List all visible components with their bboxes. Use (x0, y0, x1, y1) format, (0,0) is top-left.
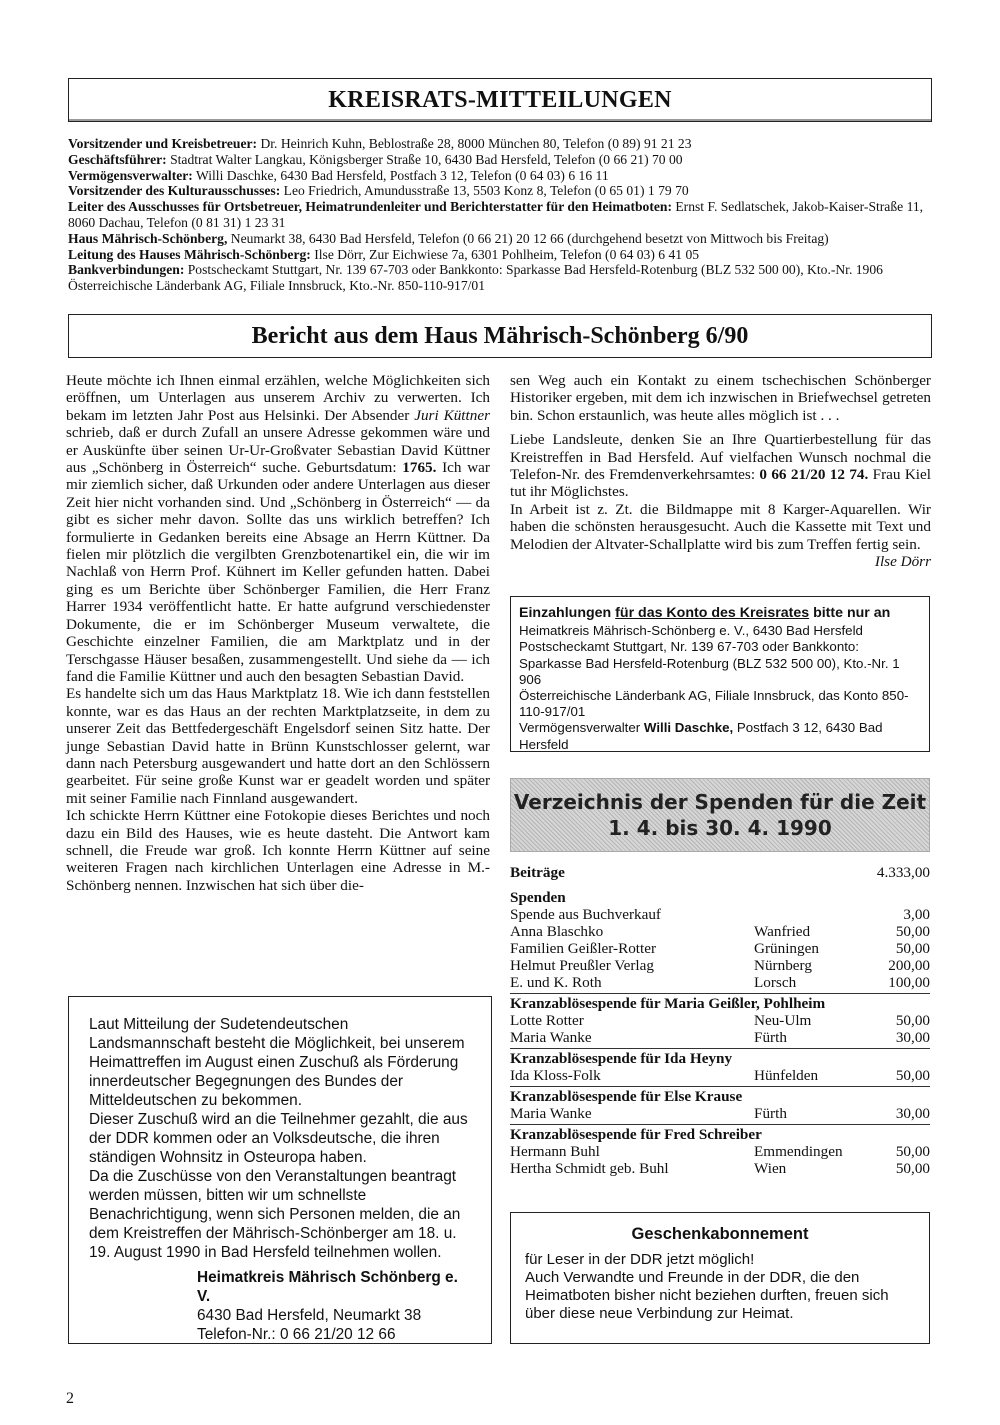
contact-list (68, 136, 934, 294)
contact-line: Vermögensverwalter: Willi Daschke, 6430 Bad Hersfeld, Postfach 3 12, Telefon (0 64 03) 6 16 11 (68, 167, 609, 183)
spenden-amount: 50,00 (895, 1067, 930, 1084)
spenden-row (510, 957, 930, 974)
contact-line: Vorsitzender des Kulturausschusses: Leo Friedrich, Amundusstraße 13, 5503 Konz 8, Telefon (0 65 01) 1 79 70 (68, 183, 689, 199)
geschenkabo-line: Auch Verwandte und Freunde in der DDR, die den Heimatboten bisher nicht beziehen durften, freuen sich über diese neue Verbindung zur Heimat. (525, 1269, 889, 1322)
ddr-paragraph: Laut Mitteilung der Sudetendeutschen Landsmannschaft besteht die Möglichkeit, bei unserem Heimattreffen im August einen Zuschuß als Förderung innerdeutscher Begegnungen des Bundes der Mitteldeutschen zu bekommen. (89, 1016, 465, 1109)
spenden-name: Familien Geißler-Rotter (510, 940, 657, 957)
spenden-amount: 50,00 (895, 1012, 930, 1029)
spenden-row (510, 940, 930, 957)
konto-title: Einzahlungen für das Konto des Kreisrates bitte nur an (519, 605, 891, 621)
spenden-place: Neu-Ulm (754, 1012, 812, 1029)
contact-line: Leitung des Hauses Mährisch-Schönberg: Ilse Dörr, Zur Eichwiese 7a, 6301 Pohlheim, Telefon (0 64 03) 6 41 05 (68, 246, 700, 262)
konto-line: Vermögensverwalter Willi Daschke, Postfach 3 12, 6430 Bad Hersfeld (519, 720, 883, 752)
kranzabloese-heading: Kranzablösespende für Else Krause (510, 1088, 743, 1105)
kranzabloese-heading: Kranzablösespende für Ida Heyny (510, 1050, 733, 1067)
spenden-row (510, 1160, 930, 1177)
page-title: KREISRATS-MITTEILUNGEN (328, 87, 672, 113)
spenden-place: Nürnberg (754, 957, 812, 974)
header-box (68, 78, 932, 122)
signature: Ilse Dörr (874, 553, 931, 571)
spenden-place: Hünfelden (754, 1067, 819, 1084)
kranzabloese-heading: Kranzablösespende für Fred Schreiber (510, 1126, 762, 1143)
contact-line: Haus Mährisch-Schönberg, Neumarkt 38, 6430 Bad Hersfeld, Telefon (0 66 21) 20 12 66 (durchgehend besetzt von Mittwoch bis Freitag) (68, 230, 829, 246)
spenden-name: Maria Wanke (510, 1105, 592, 1122)
spenden-place: Fürth (754, 1029, 787, 1046)
spenden-amount: 30,00 (895, 1105, 930, 1122)
spenden-row (510, 906, 930, 923)
kranzabloese-group (510, 993, 930, 1046)
geschenkabo-line: für Leser in der DDR jetzt möglich! (525, 1251, 755, 1268)
report-right-column (510, 372, 931, 570)
spenden-name: Lotte Rotter (510, 1012, 584, 1029)
spenden-banner-title: Verzeichnis der Spenden für die Zeit (513, 790, 927, 814)
report-title: Bericht aus dem Haus Mährisch-Schönberg 6/90 (251, 323, 749, 349)
spenden-row (510, 1067, 930, 1084)
spenden-place: Fürth (754, 1105, 787, 1122)
contact-line: Bankverbindungen: Postscheckamt Stuttgart, Nr. 139 67-703 oder Bankkonto: Sparkasse Bad Hersfeld-Rotenburg (BLZ 532 500 00), Kto.-Nr. 1906 Österreichische Länderbank AG, Filiale Innsbruck, Kto.-Nr. 850-110-917/01 (68, 262, 883, 294)
spenden-place: Wanfried (754, 923, 811, 940)
spenden-name: Ida Kloss-Folk (510, 1067, 601, 1084)
konto-line: Österreichische Länderbank AG, Filiale Innsbruck, das Konto 850-110-917/01 (519, 688, 909, 720)
page-number: 2 (66, 1390, 74, 1407)
spenden-row (510, 1105, 930, 1122)
spenden-name: Helmut Preußler Verlag (510, 957, 654, 974)
kranzabloese-group (510, 1124, 930, 1177)
ddr-paragraph: Da die Zuschüsse von den Veranstaltungen beantragt werden müssen, bitten wir um schnellste Benachrichtigung, wenn sich Personen melden, die an dem Kreistreffen der Mährisch-Schönberger am 18. u. 19. August 1990 in Bad Hersfeld teilnehmen wollen. (89, 1168, 461, 1261)
spenden-name: Anna Blaschko (510, 923, 604, 940)
spenden-banner-dates: 1. 4. bis 30. 4. 1990 (608, 816, 832, 840)
beitraege-row: Beiträge 4.333,00 (510, 864, 930, 881)
geschenkabo-title: Geschenkabonnement (631, 1225, 809, 1243)
spenden-amount: 50,00 (895, 923, 930, 940)
spenden-place (754, 906, 864, 923)
spenden-amount: 50,00 (895, 1160, 930, 1177)
kranzabloese-group (510, 1048, 930, 1084)
report-paragraph: Heute möchte ich Ihnen einmal erzählen, welche Möglichkeiten sich eröffnen, um Unterlagen aus unserem Archiv zu verwerten. Ich bekam im letzten Jahr Post aus Helsinki. Der Absender Juri Küttner schrieb, daß er durch Zufall an unsere Adresse gekommen wäre und er Auskünfte über seinen Ur-Ur-Großvater Sebastian David Küttner aus „Schönberg in Österreich“ suche. Geburtsdatum: 1765. Ich war mir ziemlich sicher, daß Urkunden oder andere Unterlagen aus dieser Zeit hier nicht vorhanden sind. Und „Schönberg in Österreich“ — da gibt es sicher mehr davon. Sollte das uns wirklich betreffen? Ich formulierte in Gedanken bereits eine Absage an Herrn Küttner. Da fielen mir plötzlich die vergilbten Grenzbotenartikel ein, die wir im Nachlaß von Herrn Prof. Kühnert im Keller gefunden hatten. Dabei ging es um Berichte über Schönberger Familien, die Herr Franz Harrer 1934 veröffentlicht hatte. Er hatte aufgrund verschiedenster Dokumente, die er im Schönberger Museum verwaltete, die Geschichte einzelner Familien, die am Marktplatz und in der Terschgasse Häuser besaßen, zusammengestellt. Und siehe da — ich fand die Familie Küttner und auch den besagten Sebastian David. (66, 372, 490, 685)
spenden-amount: 3,00 (903, 906, 930, 923)
spenden-name: E. und K. Roth (510, 974, 602, 991)
geschenkabo-box (510, 1212, 930, 1344)
report-paragraph: sen Weg auch ein Kontakt zu einem tschechischen Schönberger Historiker ergeben, mit dem ich inzwischen in Briefwechsel getreten bin. Schon erstaunlich, was heute alles möglich ist . . . (510, 372, 931, 424)
ddr-signature: Heimatkreis Mährisch Schönberg e. V. 6430 Bad Hersfeld, Neumarkt 38 Telefon-Nr.: 0 66 21/20 12 66 (197, 1269, 458, 1343)
ddr-zuschuss-box (68, 996, 492, 1344)
kranzabloese-group (510, 1086, 930, 1122)
spenden-banner (510, 778, 930, 852)
spenden-name: Maria Wanke (510, 1029, 592, 1046)
report-paragraph: Liebe Landsleute, denken Sie an Ihre Quartierbestellung für das Kreistreffen in Bad Hersfeld. Auf vielfachen Wunsch nochmal die Telefon-Nr. des Fremdenverkehrsamtes: 0 66 21/20 12 74. Frau Kiel tut ihr Möglichstes. (510, 431, 931, 501)
spenden-heading: Spenden (510, 889, 566, 906)
spenden-amount: 200,00 (888, 957, 930, 974)
spenden-table (510, 864, 930, 1177)
spenden-amount: 100,00 (888, 974, 930, 991)
spenden-amount: 50,00 (895, 940, 930, 957)
report-title-box (68, 314, 932, 358)
spenden-place: Wien (754, 1160, 787, 1177)
contact-line: Leiter des Ausschusses für Ortsbetreuer, Heimatrundenleiter und Berichterstatter für den Heimatboten: Ernst F. Sedlatschek, Jakob-Kaiser-Straße 11, 8060 Dachau, Telefon (0 81 31) 1 23 31 (68, 199, 924, 230)
report-left-column (66, 372, 490, 894)
spenden-row (510, 1143, 930, 1160)
spenden-amount: 30,00 (895, 1029, 930, 1046)
spenden-row (510, 974, 930, 991)
spenden-row (510, 1029, 930, 1046)
spenden-name: Hermann Buhl (510, 1143, 600, 1160)
report-paragraph: Es handelte sich um das Haus Marktplatz 18. Wie ich dann feststellen konnte, war es das Haus an der rechten Marktplatzseite, in dem zu unserer Zeit das Bettfedergeschäft Engelsdorf seinen Sitz hatte. Der junge Sebastian David hatte in Brünn Kunstschlosser gelernt, war dann nach Petersburg ausgewandert und hatte dort an den Schlössern gearbeitet. Für seine große Kunst war er geadelt worden und später mit seiner Familie nach Finnland ausgewandert. (66, 685, 490, 807)
konto-line: Heimatkreis Mährisch-Schönberg e. V., 6430 Bad Hersfeld (519, 623, 863, 639)
konto-line: Postscheckamt Stuttgart, Nr. 139 67-703 oder Bankkonto: Sparkasse Bad Hersfeld-Rotenburg (BLZ 532 500 00), Kto.-Nr. 1 906 (519, 639, 900, 687)
spenden-place: Emmendingen (754, 1143, 843, 1160)
konto-box (510, 596, 930, 752)
report-paragraph: In Arbeit ist z. Zt. die Bildmappe mit 8 Karger-Aquarellen. Wir haben die schönsten herausgesucht. Auch die Kassette mit Text und Melodien der Altvater-Schallplatte wird bis zum Treffen fertig sein. Ilse Dörr (510, 500, 931, 571)
spenden-name: Spende aus Buchverkauf (510, 906, 661, 923)
report-paragraph: Ich schickte Herrn Küttner eine Fotokopie dieses Berichtes und noch dazu ein Bild des Hauses, wie es heute dasteht. Die Antwort kam schnell, die Freude war groß. Ich konnte Herrn Küttner auf seine weiteren Fragen nach kirchlichen Unterlagen eine Adresse in M.-Schönberg nennen. Inzwischen hat sich über die- (66, 807, 490, 894)
spenden-row (510, 1012, 930, 1029)
ddr-paragraph: Dieser Zuschuß wird an die Teilnehmer gezahlt, die aus der DDR kommen oder an Volksdeutsche, die ihren ständigen Wohnsitz in Osteuropa haben. (89, 1111, 468, 1166)
spenden-amount: 50,00 (895, 1143, 930, 1160)
kranzabloese-heading: Kranzablösespende für Maria Geißler, Pohlheim (510, 995, 826, 1012)
spenden-place: Grüningen (754, 940, 819, 957)
contact-line: Vorsitzender und Kreisbetreuer: Dr. Heinrich Kuhn, Beblostraße 28, 8000 München 80, Telefon (0 89) 91 21 23 (68, 136, 692, 151)
contact-line: Geschäftsführer: Stadtrat Walter Langkau, Königsberger Straße 10, 6430 Bad Hersfeld, Telefon (0 66 21) 70 00 (68, 151, 683, 167)
spenden-place: Lorsch (754, 974, 797, 991)
spenden-row (510, 923, 930, 940)
spenden-name: Hertha Schmidt geb. Buhl (510, 1160, 669, 1177)
